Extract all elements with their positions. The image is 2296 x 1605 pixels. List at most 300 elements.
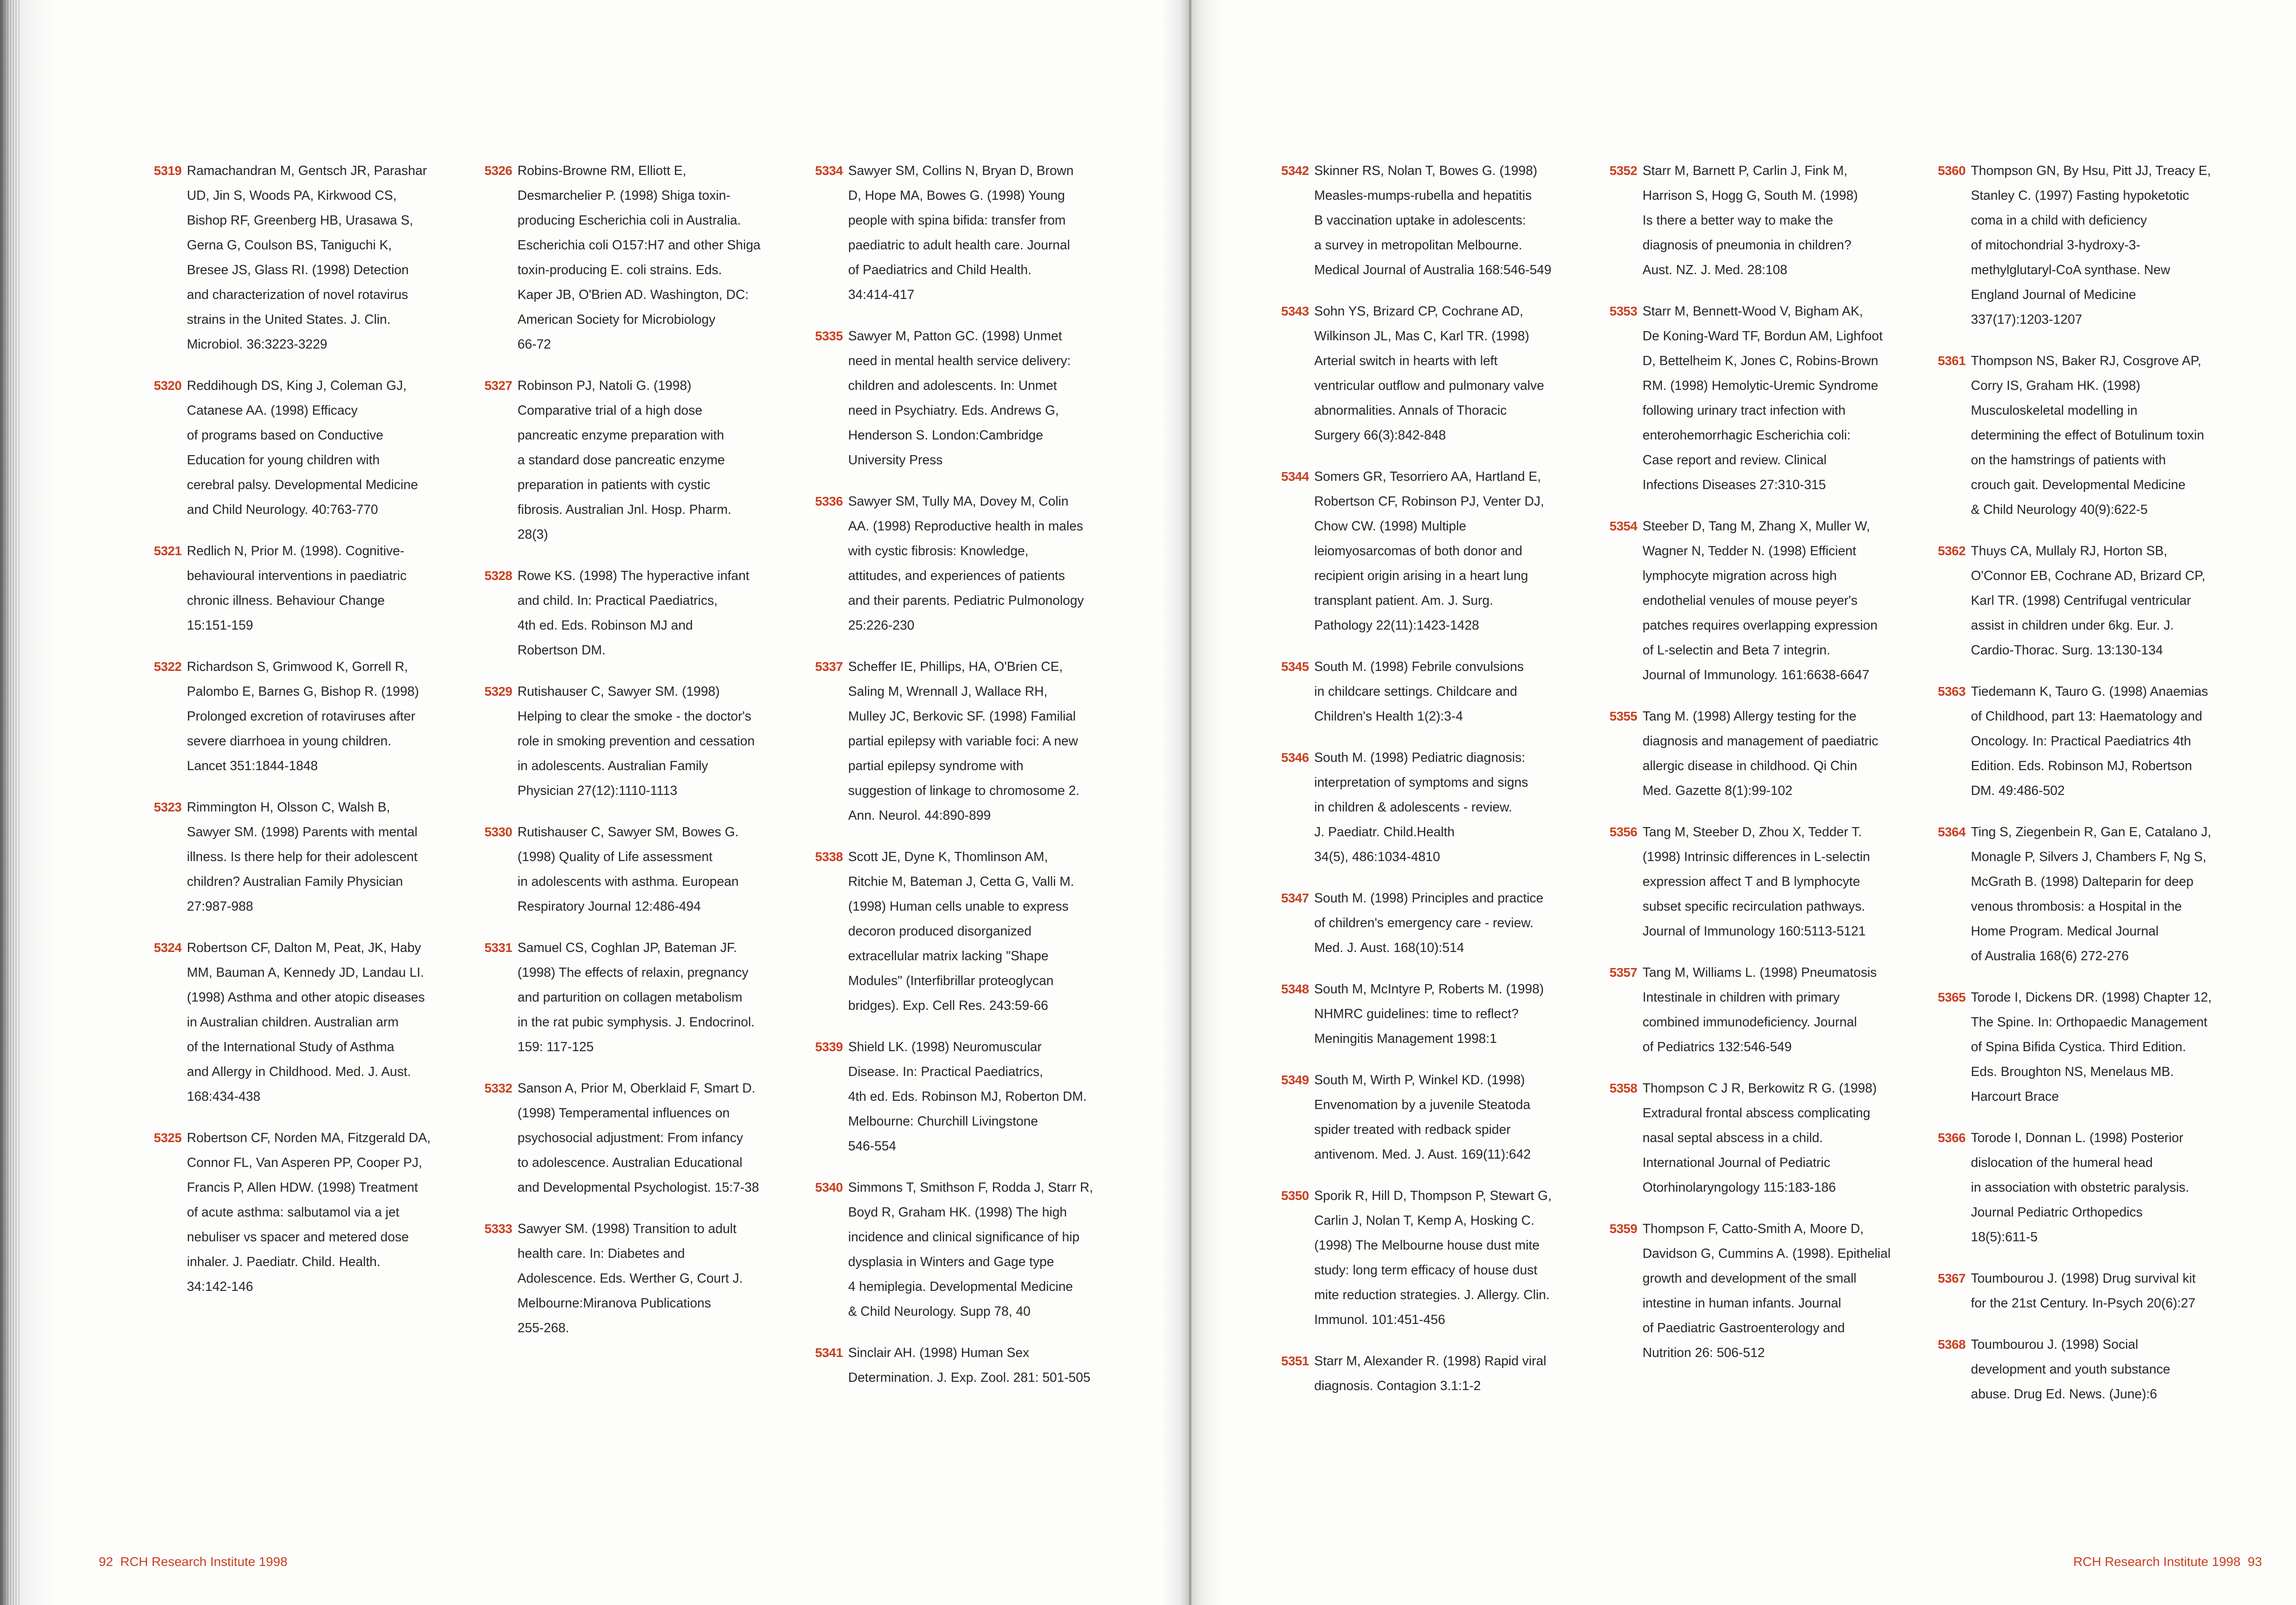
reference-entry [1609,960,1922,1059]
reference-text-line: of Pediatrics 132:546-549 [1643,1040,1792,1054]
reference-number: 5332 [484,1081,512,1095]
reference-text-line: Tang M, Steeber D, Zhou X, Tedder T. [1643,825,1862,839]
reference-entry [1281,654,1593,729]
reference-number: 5365 [1938,990,1966,1004]
reference-number: 5361 [1938,354,1966,368]
reference-entry [1938,679,2250,803]
reference-text-line: Edition. Eds. Robinson MJ, Robertson [1971,759,2192,773]
reference-text-line: of programs based on Conductive [187,428,383,443]
reference-entry [484,563,797,663]
reference-number: 5351 [1281,1354,1309,1368]
reference-text-line: Surgery 66(3):842-848 [1314,428,1446,443]
reference-number: 5324 [154,940,182,955]
reference-text-line: and their parents. Pediatric Pulmonology [848,593,1084,608]
reference-text-line: of acute asthma: salbutamol via a jet [187,1205,400,1220]
reference-entry [815,324,1127,473]
reference-text-line: Determination. J. Exp. Zool. 281: 501-505 [848,1370,1091,1385]
reference-text-line: Henderson S. London:Cambridge [848,428,1043,443]
reference-number: 5334 [815,163,843,178]
reference-text-line: in adolescents. Australian Family [518,759,709,773]
reference-text-line: cerebral palsy. Developmental Medicine [187,478,418,492]
reference-text-line: Microbiol. 36:3223-3229 [187,337,327,352]
reference-entry [815,845,1127,1018]
reference-text-line: psychosocial adjustment: From infancy [518,1131,743,1145]
reference-number: 5323 [154,800,182,814]
reference-text-line: study: long term efficacy of house dust [1314,1263,1537,1278]
reference-text-line: Rimmington H, Olsson C, Walsh B, [187,800,390,815]
reference-text-line: and Developmental Psychologist. 15:7-38 [518,1180,759,1195]
reference-text-line: Adolescence. Eds. Werther G, Court J. [518,1271,743,1286]
reference-text-line: Robertson CF, Robinson PJ, Venter DJ, [1314,494,1544,509]
reference-text-line: dysplasia in Winters and Gage type [848,1255,1054,1269]
reference-number: 5344 [1281,469,1309,484]
reference-text-line: in the rat pubic symphysis. J. Endocrinol. [518,1015,755,1030]
reference-text-line: Simmons T, Smithson F, Rodda J, Starr R, [848,1180,1093,1195]
reference-text-line: Sawyer M, Patton GC. (1998) Unmet [848,329,1062,344]
reference-text-line: toxin-producing E. coli strains. Eds. [518,263,722,277]
reference-entry [1281,1068,1593,1167]
reference-text-line: Med. J. Aust. 168(10):514 [1314,940,1464,955]
reference-entry [484,373,797,547]
reference-text-line: Toumbourou J. (1998) Social [1971,1337,2138,1352]
reference-text-line: Sawyer SM. (1998) Parents with mental [187,825,418,839]
reference-text-line: illness. Is there help for their adolescent [187,850,418,864]
reference-text-line: partial epilepsy with variable foci: A new [848,734,1078,749]
reference-text-line: abuse. Drug Ed. News. (June):6 [1971,1387,2157,1402]
reference-entry [484,1216,797,1340]
reference-entry [1938,158,2250,332]
reference-text-line: International Journal of Pediatric [1643,1155,1830,1170]
reference-text-line: diagnosis of pneumonia in children? [1643,238,1851,253]
reference-text-line: of the International Study of Asthma [187,1040,394,1054]
reference-number: 5354 [1609,519,1638,533]
reference-entry [1609,158,1922,282]
reference-text-line: (1998) The effects of relaxin, pregnancy [518,965,748,980]
reference-number: 5350 [1281,1188,1309,1203]
reference-text-line: DM. 49:486-502 [1971,783,2065,798]
reference-entry [1281,1183,1593,1332]
reference-text-line: Tiedemann K, Tauro G. (1998) Anaemias [1971,684,2208,699]
reference-entry [1281,886,1593,960]
reference-text-line: Rowe KS. (1998) The hyperactive infant [518,569,749,583]
footer-title-left: RCH Research Institute 1998 [120,1554,287,1569]
reference-text-line: South M. (1998) Febrile convulsions [1314,659,1524,674]
reference-text-line: 34:142-146 [187,1279,253,1294]
reference-text-line: Med. Gazette 8(1):99-102 [1643,783,1793,798]
reference-text-line: methylglutaryl-CoA synthase. New [1971,263,2171,277]
reference-text-line: Sawyer SM, Tully MA, Dovey M, Colin [848,494,1069,509]
reference-text-line: The Spine. In: Orthopaedic Management [1971,1015,2207,1030]
reference-text-line: paediatric to adult health care. Journal [848,238,1070,253]
reference-entry [815,1340,1127,1390]
reference-text-line: Thuys CA, Mullaly RJ, Horton SB, [1971,544,2167,558]
reference-text-line: Karl TR. (1998) Centrifugal ventricular [1971,593,2191,608]
reference-text-line: Scott JE, Dyne K, Thomlinson AM, [848,850,1048,864]
reference-text-line: Journal of Immunology 160:5113-5121 [1643,924,1866,939]
reference-text-line: Mulley JC, Berkovic SF. (1998) Familial [848,709,1076,724]
reference-text-line: spider treated with redback spider [1314,1122,1511,1137]
reference-number: 5347 [1281,891,1309,905]
reference-entry [1938,1126,2250,1250]
reference-text-line: Eds. Broughton NS, Menelaus MB. [1971,1064,2174,1079]
reference-text-line: and child. In: Practical Paediatrics, [518,593,718,608]
reference-entry [815,489,1127,638]
reference-text-line: Harrison S, Hogg G, South M. (1998) [1643,188,1858,203]
reference-number: 5348 [1281,982,1309,996]
reference-text-line: inhaler. J. Paediatr. Child. Health. [187,1255,381,1269]
reference-text-line: of Paediatrics and Child Health. [848,263,1032,277]
reference-text-line: 66-72 [518,337,551,352]
reference-text-line: Education for young children with [187,453,380,467]
reference-entry [484,820,797,919]
reference-text-line: Melbourne:Miranova Publications [518,1296,711,1311]
reference-text-line: producing Escherichia coli in Australia. [518,213,741,228]
reference-text-line: Robertson CF, Dalton M, Peat, JK, Haby [187,940,422,955]
reference-text-line: Ting S, Ziegenbein R, Gan E, Catalano J, [1971,825,2212,839]
reference-text-line: diagnosis and management of paediatric [1643,734,1879,749]
reference-text-line: Robertson DM. [518,643,606,658]
reference-text-line: 34(5), 486:1034-4810 [1314,850,1441,864]
reference-entry [1609,514,1922,687]
reference-entry [1609,820,1922,944]
reference-text-line: South M, Wirth P, Winkel KD. (1998) [1314,1073,1525,1087]
reference-text-line: development and youth substance [1971,1362,2171,1377]
reference-text-line: Journal of Immunology. 161:6638-6647 [1643,668,1869,682]
page-stack-lines [2,0,20,1605]
reference-text-line: in childcare settings. Childcare and [1314,684,1517,699]
reference-text-line: & Child Neurology 40(9):622-5 [1971,502,2148,517]
reference-text-line: Sinclair AH. (1998) Human Sex [848,1346,1030,1360]
reference-number: 5326 [484,163,512,178]
reference-text-line: following urinary tract infection with [1643,403,1846,418]
reference-text-line: Stanley C. (1997) Fasting hypoketotic [1971,188,2189,203]
reference-text-line: assist in children under 6kg. Eur. J. [1971,618,2174,633]
reference-text-line: on the hamstrings of patients with [1971,453,2166,467]
reference-number: 5343 [1281,304,1309,318]
reference-text-line: England Journal of Medicine [1971,287,2136,302]
reference-entry [1938,820,2250,969]
reference-text-line: of mitochondrial 3-hydroxy-3- [1971,238,2141,253]
reference-text-line: children and adolescents. In: Unmet [848,378,1057,393]
reference-number: 5358 [1609,1081,1638,1095]
reference-text-line: nebuliser vs spacer and metered dose [187,1230,409,1245]
reference-text-line: Desmarchelier P. (1998) Shiga toxin- [518,188,731,203]
reference-entry [484,158,797,357]
reference-text-line: need in Psychiatry. Eds. Andrews G, [848,403,1059,418]
reference-number: 5362 [1938,544,1966,558]
reference-text-line: of Australia 168(6) 272-276 [1971,949,2129,963]
reference-text-line: incidence and clinical significance of hip [848,1230,1080,1245]
reference-entry [484,1076,797,1200]
reference-entry [1609,1216,1922,1365]
reference-number: 5321 [154,544,182,558]
reference-number: 5337 [815,659,843,674]
reference-text-line: Aust. NZ. J. Med. 28:108 [1643,263,1788,277]
reference-text-line: diagnosis. Contagion 3.1:1-2 [1314,1379,1481,1393]
reference-text-line: Helping to clear the smoke - the doctor's [518,709,752,724]
reference-number: 5336 [815,494,843,508]
reference-text-line: Wilkinson JL, Mas C, Karl TR. (1998) [1314,329,1530,344]
reference-text-line: Shield LK. (1998) Neuromuscular [848,1040,1042,1054]
reference-text-line: expression affect T and B lymphocyte [1643,874,1860,889]
reference-text-line: dislocation of the humeral head [1971,1155,2153,1170]
reference-text-line: Corry IS, Graham HK. (1998) [1971,378,2141,393]
reference-text-line: 159: 117-125 [518,1040,594,1054]
reference-entry [1281,464,1593,638]
reference-number: 5329 [484,684,512,698]
reference-entry [1281,977,1593,1051]
reference-text-line: Catanese AA. (1998) Efficacy [187,403,358,418]
reference-text-line: Sawyer SM. (1998) Transition to adult [518,1222,737,1236]
reference-text-line: MM, Bauman A, Kennedy JD, Landau LI. [187,965,424,980]
reference-text-line: intestine in human infants. Journal [1643,1296,1841,1311]
reference-text-line: 25:226-230 [848,618,915,633]
reference-entry [154,795,466,919]
reference-entry [1938,1266,2250,1316]
reference-text-line: (1998) Intrinsic differences in L-selectin [1643,850,1870,864]
reference-text-line: 27:987-988 [187,899,253,914]
reference-text-line: South M, McIntyre P, Roberts M. (1998) [1314,982,1544,997]
reference-text-line: Toumbourou J. (1998) Drug survival kit [1971,1271,2196,1286]
footer-right [2073,1554,2262,1569]
reference-text-line: (1998) Asthma and other atopic diseases [187,990,425,1005]
reference-text-line: a survey in metropolitan Melbourne. [1314,238,1523,253]
reference-text-line: Wagner N, Tedder N. (1998) Efficient [1643,544,1857,558]
reference-text-line: Starr M, Alexander R. (1998) Rapid viral [1314,1354,1547,1368]
reference-text-line: Bresee JS, Glass RI. (1998) Detection [187,263,409,277]
reference-text-line: endothelial venules of mouse peyer's [1643,593,1858,608]
reference-text-line: interpretation of symptoms and signs [1314,775,1528,790]
reference-entry [1281,299,1593,448]
reference-text-line: combined immunodeficiency. Journal [1643,1015,1857,1030]
reference-text-line: health care. In: Diabetes and [518,1246,685,1261]
reference-text-line: Case report and review. Clinical [1643,453,1827,467]
reference-text-line: Tang M, Williams L. (1998) Pneumatosis [1643,965,1877,980]
reference-text-line: suggestion of linkage to chromosome 2. [848,783,1080,798]
reference-text-line: coma in a child with deficiency [1971,213,2147,228]
reference-text-line: 28(3) [518,527,548,542]
reference-text-line: of Childhood, part 13: Haematology and [1971,709,2202,724]
reference-text-line: chronic illness. Behaviour Change [187,593,385,608]
reference-text-line: Carlin J, Nolan T, Kemp A, Hosking C. [1314,1213,1535,1228]
reference-text-line: strains in the United States. J. Clin. [187,312,391,327]
reference-text-line: Bishop RF, Greenberg HB, Urasawa S, [187,213,413,228]
reference-text-line: Davidson G, Cummins A. (1998). Epithelial [1643,1246,1891,1261]
reference-number: 5325 [154,1131,182,1145]
reference-text-line: decoron produced disorganized [848,924,1032,939]
reference-text-line: severe diarrhoea in young children. [187,734,392,749]
reference-number: 5359 [1609,1222,1638,1236]
footer-left [99,1554,287,1569]
reference-text-line: Musculoskeletal modelling in [1971,403,2138,418]
reference-text-line: pancreatic enzyme preparation with [518,428,724,443]
reference-number: 5339 [815,1040,843,1054]
reference-text-line: Palombo E, Barnes G, Bishop R. (1998) [187,684,419,699]
reference-text-line: 4 hemiplegia. Developmental Medicine [848,1279,1073,1294]
reference-entry [815,654,1127,828]
reference-text-line: Francis P, Allen HDW. (1998) Treatment [187,1180,418,1195]
reference-text-line: nasal septal abscess in a child. [1643,1131,1823,1145]
reference-number: 5342 [1281,163,1309,178]
reference-column-6 [1938,158,2250,1423]
reference-entry [1938,985,2250,1109]
reference-text-line: Boyd R, Graham HK. (1998) The high [848,1205,1067,1220]
reference-text-line: 546-554 [848,1139,896,1154]
reference-text-line: attitudes, and experiences of patients [848,569,1065,583]
reference-text-line: recipient origin arising in a heart lung [1314,569,1528,583]
reference-entry [1609,1076,1922,1200]
reference-text-line: Sawyer SM, Collins N, Bryan D, Brown [848,163,1074,178]
reference-text-line: extracellular matrix lacking "Shape [848,949,1049,963]
reference-text-line: partial epilepsy syndrome with [848,759,1024,773]
reference-number: 5364 [1938,825,1966,839]
reference-number: 5327 [484,378,512,393]
reference-text-line: behavioural interventions in paediatric [187,569,407,583]
reference-text-line: enterohemorrhagic Escherichia coli: [1643,428,1851,443]
reference-text-line: determining the effect of Botulinum toxin [1971,428,2205,443]
reference-text-line: Immunol. 101:451-456 [1314,1312,1446,1327]
reference-text-line: Starr M, Bennett-Wood V, Bigham AK, [1643,304,1863,319]
reference-entry [1938,349,2250,522]
reference-column-1 [154,158,466,1316]
reference-text-line: Saling M, Wrennall J, Wallace RH, [848,684,1047,699]
reference-entry [815,158,1127,307]
reference-text-line: Redlich N, Prior M. (1998). Cognitive- [187,544,405,558]
reference-text-line: preparation in patients with cystic [518,478,710,492]
reference-text-line: for the 21st Century. In-Psych 20(6):27 [1971,1296,2195,1311]
reference-column-5 [1609,158,1922,1382]
reference-text-line: UD, Jin S, Woods PA, Kirkwood CS, [187,188,397,203]
reference-text-line: Monagle P, Silvers J, Chambers F, Ng S, [1971,850,2206,864]
reference-text-line: De Koning-Ward TF, Bordun AM, Lighfoot [1643,329,1883,344]
reference-text-line: and parturition on collagen metabolism [518,990,743,1005]
reference-text-line: (1998) Human cells unable to express [848,899,1069,914]
reference-text-line: 15:151-159 [187,618,253,633]
reference-number: 5346 [1281,750,1309,765]
reference-text-line: Physician 27(12):1110-1113 [518,783,678,798]
reference-number: 5333 [484,1222,512,1236]
reference-text-line: Nutrition 26: 506-512 [1643,1346,1765,1360]
reference-text-line: Rutishauser C, Sawyer SM, Bowes G. [518,825,739,839]
reference-number: 5320 [154,378,182,393]
reference-text-line: (1998) Quality of Life assessment [518,850,713,864]
reference-text-line: subset specific recirculation pathways. [1643,899,1865,914]
reference-text-line: of children's emergency care - review. [1314,916,1534,930]
reference-entry [154,158,466,357]
reference-number: 5338 [815,850,843,864]
reference-text-line: Harcourt Brace [1971,1089,2059,1104]
footer-title-right: RCH Research Institute 1998 [2073,1554,2241,1569]
reference-text-line: Richardson S, Grimwood K, Gorrell R, [187,659,408,674]
reference-text-line: Chow CW. (1998) Multiple [1314,519,1467,534]
reference-text-line: Sporik R, Hill D, Thompson P, Stewart G, [1314,1188,1552,1203]
reference-text-line: Robins-Browne RM, Elliott E, [518,163,687,178]
reference-text-line: Robinson PJ, Natoli G. (1998) [518,378,692,393]
reference-text-line: O'Connor EB, Cochrane AD, Brizard CP, [1971,569,2206,583]
reference-number: 5331 [484,940,512,955]
reference-text-line: 18(5):611-5 [1971,1230,2038,1245]
reference-text-line: Melbourne: Churchill Livingstone [848,1114,1038,1129]
reference-text-line: antivenom. Med. J. Aust. 169(11):642 [1314,1147,1531,1162]
reference-entry [154,539,466,638]
reference-text-line: Lancet 351:1844-1848 [187,759,318,773]
reference-number: 5368 [1938,1337,1966,1352]
reference-text-line: Thompson GN, By Hsu, Pitt JJ, Treacy E, [1971,163,2211,178]
reference-text-line: patches requires overlapping expression [1643,618,1878,633]
reference-text-line: fibrosis. Australian Jnl. Hosp. Pharm. [518,502,732,517]
reference-text-line: leiomyosarcomas of both donor and [1314,544,1523,558]
reference-text-line: growth and development of the small [1643,1271,1857,1286]
reference-entry [154,1126,466,1299]
reference-number: 5340 [815,1180,843,1194]
reference-text-line: need in mental health service delivery: [848,354,1071,368]
reference-text-line: Rutishauser C, Sawyer SM. (1998) [518,684,720,699]
reference-text-line: Tang M. (1998) Allergy testing for the [1643,709,1857,724]
reference-text-line: lymphocyte migration across high [1643,569,1837,583]
reference-text-line: Ritchie M, Bateman J, Cetta G, Valli M. [848,874,1075,889]
reference-entry [1938,1332,2250,1407]
reference-number: 5330 [484,825,512,839]
reference-text-line: in Australian children. Australian arm [187,1015,399,1030]
reference-text-line: Torode I, Donnan L. (1998) Posterior [1971,1131,2183,1145]
page-number-left: 92 [99,1554,113,1569]
reference-number: 5322 [154,659,182,674]
reference-text-line: Measles-mumps-rubella and hepatitis [1314,188,1532,203]
reference-text-line: Oncology. In: Practical Paediatrics 4th [1971,734,2191,749]
reference-text-line: and characterization of novel rotavirus [187,287,408,302]
reference-text-line: 34:414-417 [848,287,915,302]
reference-text-line: Connor FL, Van Asperen PP, Cooper PJ, [187,1155,422,1170]
reference-text-line: McGrath B. (1998) Dalteparin for deep [1971,874,2194,889]
reference-text-line: children? Australian Family Physician [187,874,403,889]
reference-text-line: Comparative trial of a high dose [518,403,703,418]
reference-text-line: 255-268. [518,1321,569,1335]
reference-entry [1609,299,1922,497]
reference-text-line: abnormalities. Annals of Thoracic [1314,403,1507,418]
reference-number: 5328 [484,569,512,583]
reference-text-line: venous thrombosis: a Hospital in the [1971,899,2182,914]
reference-text-line: Otorhinolaryngology 115:183-186 [1643,1180,1836,1195]
reference-text-line: Starr M, Barnett P, Carlin J, Fink M, [1643,163,1848,178]
reference-text-line: Gerna G, Coulson BS, Taniguchi K, [187,238,392,253]
book-gutter [1162,0,1221,1605]
reference-text-line: NHMRC guidelines: time to reflect? [1314,1007,1519,1021]
reference-text-line: of L-selectin and Beta 7 integrin. [1643,643,1830,658]
reference-number: 5355 [1609,709,1638,723]
reference-column-2 [484,158,797,1357]
page-stack-edge [0,0,55,1605]
reference-number: 5360 [1938,163,1966,178]
reference-number: 5345 [1281,659,1309,674]
reference-text-line: (1998) The Melbourne house dust mite [1314,1238,1540,1253]
reference-entry [154,654,466,778]
reference-text-line: South M. (1998) Principles and practice [1314,891,1544,906]
reference-text-line: 168:434-438 [187,1089,261,1104]
reference-text-line: Ramachandran M, Gentsch JR, Parashar [187,163,427,178]
reference-text-line: in association with obstetric paralysis. [1971,1180,2189,1195]
reference-text-line: RM. (1998) Hemolytic-Uremic Syndrome [1643,378,1879,393]
reference-text-line: Medical Journal of Australia 168:546-549 [1314,263,1552,277]
reference-column-3 [815,158,1127,1407]
reference-text-line: 4th ed. Eds. Robinson MJ, Roberton DM. [848,1089,1087,1104]
reference-text-line: B vaccination uptake in adolescents: [1314,213,1526,228]
reference-text-line: to adolescence. Australian Educational [518,1155,743,1170]
reference-number: 5319 [154,163,182,178]
reference-entry [1281,158,1593,282]
reference-text-line: Modules" (Interfibrillar proteoglycan [848,974,1054,988]
reference-entry [1281,745,1593,869]
reference-text-line: D, Bettelheim K, Jones C, Robins-Brown [1643,354,1879,368]
